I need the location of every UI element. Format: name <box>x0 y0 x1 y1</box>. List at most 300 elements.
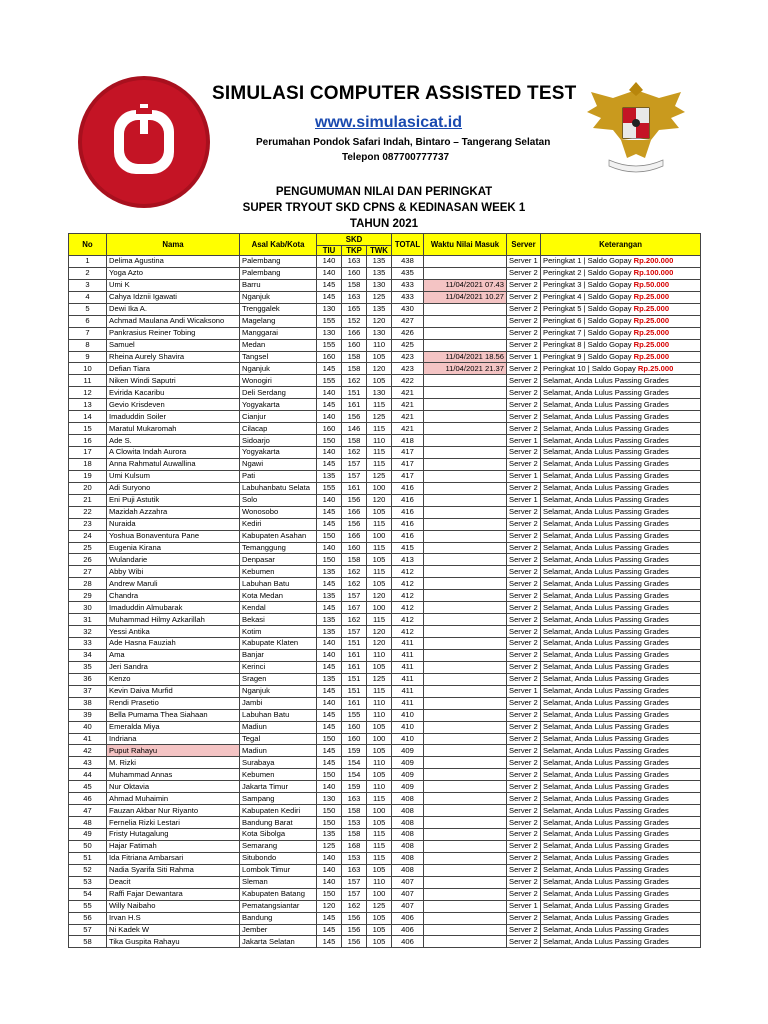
cell-waktu <box>424 542 507 554</box>
cell-keterangan <box>541 638 701 650</box>
keterangan-text: Selamat, Anda Lulus Passing Grades <box>543 865 669 875</box>
keterangan-text: Selamat, Anda Lulus Passing Grades <box>543 375 669 385</box>
keterangan-text: Selamat, Anda Lulus Passing Grades <box>543 781 669 791</box>
cell-nama: Emeralda Miya <box>107 721 240 733</box>
keterangan-text: Selamat, Anda Lulus Passing Grades <box>543 936 669 946</box>
keterangan-text: Selamat, Anda Lulus Passing Grades <box>543 578 669 588</box>
cell-no: 16 <box>69 435 107 447</box>
cell-nama: Dewi Ika A. <box>107 303 240 315</box>
cell-total: 418 <box>392 435 424 447</box>
cell-tiu: 145 <box>317 912 342 924</box>
cell-nama: Gevio Krisdeven <box>107 399 240 411</box>
keterangan-text: Selamat, Anda Lulus Passing Grades <box>543 924 669 934</box>
col-header-server: Server <box>507 234 541 256</box>
cell-nama: Puput Rahayu <box>107 745 240 757</box>
cell-keterangan <box>541 649 701 661</box>
col-header-tkp: TKP <box>342 246 367 256</box>
cell-no: 57 <box>69 924 107 936</box>
cell-waktu <box>424 614 507 626</box>
cell-keterangan <box>541 936 701 948</box>
cell-asal: Madiun <box>240 721 317 733</box>
cell-keterangan <box>541 697 701 709</box>
brand-address: Perumahan Pondok Safari Indah, Bintaro – Tangerang Selatan <box>256 137 551 148</box>
cell-tiu: 145 <box>317 709 342 721</box>
keterangan-text: Selamat, Anda Lulus Passing Grades <box>543 829 669 839</box>
cell-tkp: 162 <box>342 614 367 626</box>
prize-amount: Rp.25.000 <box>633 292 670 302</box>
cell-tkp: 154 <box>342 757 367 769</box>
cell-total: 409 <box>392 745 424 757</box>
cell-tiu: 135 <box>317 829 342 841</box>
cell-server: Server 2 <box>507 781 541 793</box>
cell-twk: 115 <box>367 423 392 435</box>
cell-waktu <box>424 745 507 757</box>
cell-total: 417 <box>392 470 424 482</box>
cell-keterangan <box>541 375 701 387</box>
cell-tiu: 145 <box>317 602 342 614</box>
cell-asal: Kabupaten Asahan <box>240 530 317 542</box>
cell-server: Server 2 <box>507 506 541 518</box>
prize-amount: Rp.200.000 <box>633 256 674 266</box>
cell-twk: 105 <box>367 721 392 733</box>
cell-keterangan <box>541 315 701 327</box>
keterangan-text: Selamat, Anda Lulus Passing Grades <box>543 650 669 660</box>
table-row <box>69 375 701 387</box>
cell-asal: Bandung <box>240 912 317 924</box>
table-row <box>69 817 701 829</box>
announcement-line-2: SUPER TRYOUT SKD CPNS & KEDINASAN WEEK 1 <box>242 202 526 214</box>
cell-total: 412 <box>392 578 424 590</box>
cell-tkp: 168 <box>342 840 367 852</box>
table-row <box>69 470 701 482</box>
cell-nama: Irvan H.S <box>107 912 240 924</box>
cell-twk: 105 <box>367 864 392 876</box>
cell-twk: 135 <box>367 267 392 279</box>
cell-keterangan <box>541 733 701 745</box>
cell-waktu <box>424 590 507 602</box>
table-row <box>69 351 701 363</box>
cell-asal: Kebumen <box>240 566 317 578</box>
cell-asal: Nganjuk <box>240 363 317 375</box>
cell-waktu <box>424 327 507 339</box>
prize-amount: Rp.25.000 <box>633 316 670 326</box>
cell-server: Server 2 <box>507 829 541 841</box>
col-header-twk: TWK <box>367 246 392 256</box>
cell-asal: Jember <box>240 924 317 936</box>
cell-keterangan <box>541 829 701 841</box>
cell-no: 15 <box>69 423 107 435</box>
keterangan-text: Peringkat 4 | Saldo Gopay <box>543 292 634 302</box>
cell-twk: 130 <box>367 279 392 291</box>
cell-no: 55 <box>69 900 107 912</box>
cell-tiu: 145 <box>317 936 342 948</box>
cell-no: 20 <box>69 482 107 494</box>
cell-server: Server 2 <box>507 721 541 733</box>
cell-total: 408 <box>392 852 424 864</box>
keterangan-text: Peringkat 5 | Saldo Gopay <box>543 304 634 314</box>
col-header-keterangan: Keterangan <box>541 234 701 256</box>
cell-twk: 120 <box>367 590 392 602</box>
cell-total: 423 <box>392 351 424 363</box>
cell-waktu <box>424 697 507 709</box>
cell-server: Server 2 <box>507 864 541 876</box>
cell-twk: 125 <box>367 673 392 685</box>
cell-tkp: 158 <box>342 554 367 566</box>
cell-total: 417 <box>392 447 424 459</box>
table-row <box>69 745 701 757</box>
cell-no: 35 <box>69 661 107 673</box>
cell-total: 408 <box>392 817 424 829</box>
cell-twk: 105 <box>367 817 392 829</box>
cell-tkp: 158 <box>342 829 367 841</box>
cell-server: Server 2 <box>507 733 541 745</box>
keterangan-text: Selamat, Anda Lulus Passing Grades <box>543 566 669 576</box>
cell-tkp: 160 <box>342 542 367 554</box>
cell-tiu: 160 <box>317 351 342 363</box>
keterangan-text: Selamat, Anda Lulus Passing Grades <box>543 662 669 672</box>
cell-twk: 115 <box>367 447 392 459</box>
keterangan-text: Selamat, Anda Lulus Passing Grades <box>543 733 669 743</box>
cell-tiu: 135 <box>317 470 342 482</box>
table-body <box>69 256 701 948</box>
cell-asal: Surabaya <box>240 757 317 769</box>
cell-nama: Niken Windi Saputri <box>107 375 240 387</box>
cell-asal: Nganjuk <box>240 291 317 303</box>
keterangan-text: Selamat, Anda Lulus Passing Grades <box>543 817 669 827</box>
cell-server: Server 2 <box>507 518 541 530</box>
cell-nama: Pankrasius Reiner Tobing <box>107 327 240 339</box>
table-row <box>69 781 701 793</box>
cell-total: 409 <box>392 769 424 781</box>
cell-waktu <box>424 315 507 327</box>
cell-total: 411 <box>392 638 424 650</box>
cell-total: 426 <box>392 327 424 339</box>
cell-tkp: 166 <box>342 530 367 542</box>
cell-nama: Willy Naibaho <box>107 900 240 912</box>
cell-tkp: 162 <box>342 566 367 578</box>
cell-tiu: 145 <box>317 291 342 303</box>
cell-keterangan <box>541 769 701 781</box>
table-row <box>69 506 701 518</box>
cell-twk: 100 <box>367 888 392 900</box>
cell-total: 406 <box>392 912 424 924</box>
cell-nama: Ni Kadek W <box>107 924 240 936</box>
cell-server: Server 2 <box>507 458 541 470</box>
keterangan-text: Selamat, Anda Lulus Passing Grades <box>543 745 669 755</box>
cell-waktu <box>424 470 507 482</box>
table-row <box>69 888 701 900</box>
cell-total: 413 <box>392 554 424 566</box>
prize-amount: Rp.25.000 <box>633 304 670 314</box>
cell-server: Server 2 <box>507 852 541 864</box>
cell-no: 46 <box>69 793 107 805</box>
cell-twk: 130 <box>367 387 392 399</box>
cell-total: 411 <box>392 649 424 661</box>
cell-tkp: 156 <box>342 924 367 936</box>
cell-keterangan <box>541 351 701 363</box>
keterangan-text: Selamat, Anda Lulus Passing Grades <box>543 447 669 457</box>
cell-tiu: 140 <box>317 542 342 554</box>
cell-tiu: 135 <box>317 590 342 602</box>
cell-tiu: 125 <box>317 840 342 852</box>
cell-waktu <box>424 578 507 590</box>
keterangan-text: Selamat, Anda Lulus Passing Grades <box>543 614 669 624</box>
cell-no: 48 <box>69 817 107 829</box>
cell-asal: Sleman <box>240 876 317 888</box>
cell-asal: Bandung Barat <box>240 817 317 829</box>
cell-twk: 120 <box>367 315 392 327</box>
cell-waktu <box>424 518 507 530</box>
cell-server: Server 2 <box>507 614 541 626</box>
website-link[interactable]: www.simulasicat.id <box>315 114 463 131</box>
cell-no: 24 <box>69 530 107 542</box>
cell-tkp: 153 <box>342 817 367 829</box>
cell-asal: Sampang <box>240 793 317 805</box>
cell-nama: Mazidah Azzahra <box>107 506 240 518</box>
cell-waktu <box>424 375 507 387</box>
cell-no: 3 <box>69 279 107 291</box>
keterangan-text: Selamat, Anda Lulus Passing Grades <box>543 757 669 767</box>
cell-keterangan <box>541 256 701 268</box>
cell-waktu <box>424 566 507 578</box>
cell-waktu <box>424 530 507 542</box>
cell-nama: Raffi Fajar Dewantara <box>107 888 240 900</box>
cell-total: 415 <box>392 542 424 554</box>
cell-server: Server 1 <box>507 685 541 697</box>
garuda-emblem-icon <box>583 78 689 178</box>
cell-no: 1 <box>69 256 107 268</box>
cell-tkp: 158 <box>342 805 367 817</box>
cell-twk: 135 <box>367 303 392 315</box>
cell-waktu <box>424 793 507 805</box>
cell-total: 427 <box>392 315 424 327</box>
cell-keterangan <box>541 482 701 494</box>
cell-keterangan <box>541 327 701 339</box>
cell-total: 416 <box>392 506 424 518</box>
cell-nama: Achmad Maulana Andi Wicaksono <box>107 315 240 327</box>
cell-no: 45 <box>69 781 107 793</box>
cell-server: Server 2 <box>507 805 541 817</box>
cell-server: Server 2 <box>507 876 541 888</box>
cell-no: 30 <box>69 602 107 614</box>
keterangan-text: Peringkat 8 | Saldo Gopay <box>543 340 634 350</box>
cell-no: 40 <box>69 721 107 733</box>
cell-tkp: 157 <box>342 626 367 638</box>
cell-nama: M. Rizki <box>107 757 240 769</box>
cell-nama: Fauzan Akbar Nur Riyanto <box>107 805 240 817</box>
cell-nama: Anna Rahmatul Auwallina <box>107 458 240 470</box>
cell-server: Server 2 <box>507 578 541 590</box>
cell-keterangan <box>541 661 701 673</box>
cell-tiu: 150 <box>317 888 342 900</box>
brand-phone: Telepon 087700777737 <box>342 152 450 163</box>
cell-no: 36 <box>69 673 107 685</box>
cell-tiu: 130 <box>317 303 342 315</box>
cell-server: Server 2 <box>507 399 541 411</box>
cell-nama: Deacit <box>107 876 240 888</box>
cell-asal: Barru <box>240 279 317 291</box>
cell-twk: 100 <box>367 530 392 542</box>
cell-nama: Evirida Kacaribu <box>107 387 240 399</box>
cell-tkp: 158 <box>342 279 367 291</box>
table-row <box>69 936 701 948</box>
col-header-waktu: Waktu Nilai Masuk <box>424 234 507 256</box>
cell-tkp: 167 <box>342 602 367 614</box>
keterangan-text: Selamat, Anda Lulus Passing Grades <box>543 626 669 636</box>
cell-twk: 100 <box>367 733 392 745</box>
table-row <box>69 423 701 435</box>
cell-no: 11 <box>69 375 107 387</box>
cell-keterangan <box>541 757 701 769</box>
cell-keterangan <box>541 506 701 518</box>
cell-keterangan <box>541 399 701 411</box>
cell-tkp: 151 <box>342 387 367 399</box>
cell-total: 412 <box>392 626 424 638</box>
cell-nama: Fristy Hutagalung <box>107 829 240 841</box>
cell-tkp: 163 <box>342 256 367 268</box>
cell-no: 18 <box>69 458 107 470</box>
cell-server: Server 2 <box>507 626 541 638</box>
cell-keterangan <box>541 721 701 733</box>
cell-twk: 110 <box>367 876 392 888</box>
cell-twk: 125 <box>367 470 392 482</box>
cell-server: Server 1 <box>507 256 541 268</box>
cell-asal: Labuhanbatu Selata <box>240 482 317 494</box>
cell-tkp: 166 <box>342 327 367 339</box>
cell-keterangan <box>541 614 701 626</box>
cell-waktu <box>424 888 507 900</box>
cell-no: 14 <box>69 411 107 423</box>
cell-tkp: 160 <box>342 721 367 733</box>
cell-server: Server 2 <box>507 936 541 948</box>
cell-nama: Eugenia Kirana <box>107 542 240 554</box>
cell-total: 416 <box>392 482 424 494</box>
keterangan-text: Selamat, Anda Lulus Passing Grades <box>543 411 669 421</box>
cell-waktu <box>424 339 507 351</box>
table-row <box>69 256 701 268</box>
cell-tkp: 153 <box>342 852 367 864</box>
cell-tkp: 156 <box>342 518 367 530</box>
cell-twk: 125 <box>367 291 392 303</box>
cell-asal: Bekasi <box>240 614 317 626</box>
cell-total: 411 <box>392 685 424 697</box>
cell-keterangan <box>541 888 701 900</box>
table-row <box>69 530 701 542</box>
cell-waktu <box>424 423 507 435</box>
keterangan-text: Selamat, Anda Lulus Passing Grades <box>543 590 669 600</box>
cell-twk: 115 <box>367 399 392 411</box>
cell-total: 412 <box>392 614 424 626</box>
cell-total: 407 <box>392 900 424 912</box>
cell-keterangan <box>541 423 701 435</box>
cell-server: Server 2 <box>507 387 541 399</box>
cell-asal: Wonogiri <box>240 375 317 387</box>
cell-nama: Nur Oktavia <box>107 781 240 793</box>
cell-tiu: 135 <box>317 614 342 626</box>
cell-keterangan <box>541 435 701 447</box>
cell-asal: Medan <box>240 339 317 351</box>
cell-nama: Nuraida <box>107 518 240 530</box>
cell-total: 411 <box>392 661 424 673</box>
cell-twk: 120 <box>367 494 392 506</box>
cell-server: Server 2 <box>507 315 541 327</box>
table-row <box>69 411 701 423</box>
cell-server: Server 2 <box>507 542 541 554</box>
keterangan-text: Selamat, Anda Lulus Passing Grades <box>543 805 669 815</box>
cell-keterangan <box>541 876 701 888</box>
cell-server: Server 2 <box>507 649 541 661</box>
cell-tkp: 154 <box>342 769 367 781</box>
cell-total: 412 <box>392 602 424 614</box>
keterangan-text: Selamat, Anda Lulus Passing Grades <box>543 877 669 887</box>
cell-twk: 105 <box>367 554 392 566</box>
cell-keterangan <box>541 530 701 542</box>
cell-no: 34 <box>69 649 107 661</box>
cell-tkp: 163 <box>342 291 367 303</box>
cell-nama: Imaduddin Soiler <box>107 411 240 423</box>
cell-total: 411 <box>392 697 424 709</box>
cell-tiu: 140 <box>317 256 342 268</box>
cell-total: 423 <box>392 363 424 375</box>
table-row <box>69 566 701 578</box>
cell-nama: Kenzo <box>107 673 240 685</box>
cell-tiu: 140 <box>317 864 342 876</box>
cell-asal: Tegal <box>240 733 317 745</box>
cell-keterangan <box>541 578 701 590</box>
table-row <box>69 733 701 745</box>
cell-keterangan <box>541 518 701 530</box>
keterangan-text: Selamat, Anda Lulus Passing Grades <box>543 519 669 529</box>
cell-tiu: 140 <box>317 697 342 709</box>
cell-twk: 100 <box>367 602 392 614</box>
cell-waktu <box>424 399 507 411</box>
table-row <box>69 638 701 650</box>
cell-no: 2 <box>69 267 107 279</box>
cell-nama: Umi K <box>107 279 240 291</box>
cell-keterangan <box>541 781 701 793</box>
table-row <box>69 912 701 924</box>
cell-no: 12 <box>69 387 107 399</box>
cell-nama: Nadia Syarifa Siti Rahma <box>107 864 240 876</box>
cell-server: Server 2 <box>507 709 541 721</box>
col-header-no: No <box>69 234 107 256</box>
cell-keterangan <box>541 494 701 506</box>
cell-nama: Ahmad Muhaimin <box>107 793 240 805</box>
cell-tiu: 155 <box>317 339 342 351</box>
cell-tiu: 140 <box>317 411 342 423</box>
col-header-asal: Asal Kab/Kota <box>240 234 317 256</box>
cell-total: 412 <box>392 566 424 578</box>
cell-twk: 115 <box>367 566 392 578</box>
cell-total: 412 <box>392 590 424 602</box>
table-row <box>69 924 701 936</box>
cell-tkp: 161 <box>342 649 367 661</box>
table-row <box>69 363 701 375</box>
prize-amount: Rp.100.000 <box>633 268 674 278</box>
table-row <box>69 602 701 614</box>
cell-nama: Indriana <box>107 733 240 745</box>
table-row <box>69 864 701 876</box>
table-row <box>69 315 701 327</box>
cell-tiu: 135 <box>317 566 342 578</box>
cell-tkp: 165 <box>342 303 367 315</box>
cell-tkp: 163 <box>342 864 367 876</box>
table-row <box>69 279 701 291</box>
cell-waktu <box>424 936 507 948</box>
cell-twk: 110 <box>367 339 392 351</box>
cell-server: Server 2 <box>507 745 541 757</box>
cell-twk: 105 <box>367 936 392 948</box>
